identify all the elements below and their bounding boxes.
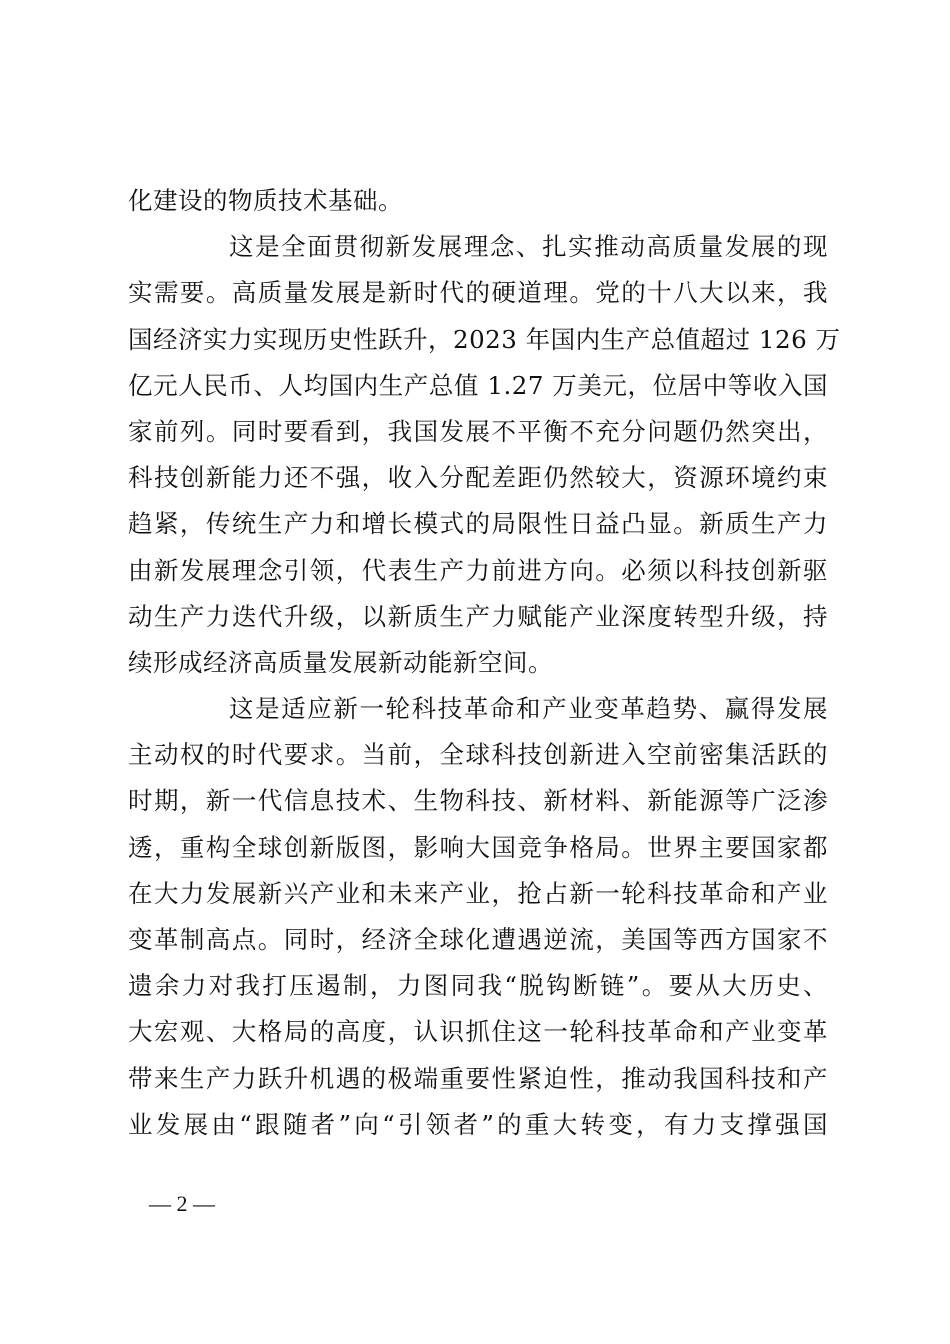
text-line: 业发展由“跟随者”向“引领者”的重大转变，有力支撑强国: [128, 1109, 828, 1139]
text-line: 亿元人民币、人均国内生产总值 1.27 万美元，位居中等收入国: [128, 370, 828, 400]
text-line: 趋紧，传统生产力和增长模式的局限性日益凸显。新质生产力: [128, 509, 828, 539]
paragraph-1: [128, 178, 828, 224]
text-line: 遗余力对我打压遏制，力图同我“脱钩断链”。要从大历史、: [128, 971, 828, 1001]
text-line: 透，重构全球创新版图，影响大国竞争格局。世界主要国家都: [128, 832, 828, 862]
text-line: 科技创新能力还不强，收入分配差距仍然较大，资源环境约束: [128, 463, 828, 493]
text-line: 大宏观、大格局的高度，认识抓住这一轮科技革命和产业变革: [128, 1017, 828, 1047]
page-number: — 2 —: [149, 1191, 215, 1216]
paragraph-3: [128, 686, 828, 1148]
paragraph-2: [128, 224, 841, 686]
text-line: 变革制高点。同时，经济全球化遭遇逆流，美国等西方国家不: [128, 925, 828, 954]
text-line: 由新发展理念引领，代表生产力前进方向。必须以科技创新驱: [128, 555, 828, 585]
text-line: 动生产力迭代升级，以新质生产力赋能产业深度转型升级，持: [128, 601, 828, 631]
text-line: 续形成经济高质量发展新动能新空间。: [128, 647, 553, 677]
text-line: 时期，新一代信息技术、生物科技、新材料、新能源等广泛渗: [128, 786, 828, 816]
text-line: 在大力发展新兴产业和未来产业，抢占新一轮科技革命和产业: [128, 878, 828, 908]
text-line: 带来生产力跃升机遇的极端重要性紧迫性，推动我国科技和产: [128, 1063, 828, 1093]
text-line: 实需要。高质量发展是新时代的硬道理。党的十八大以来，我: [128, 278, 828, 308]
body-text: [128, 178, 841, 1148]
text-line: 这是全面贯彻新发展理念、扎实推动高质量发展的现: [229, 232, 828, 262]
text-line: 家前列。同时要看到，我国发展不平衡不充分问题仍然突出，: [128, 416, 828, 446]
text-line: 这是适应新一轮科技革命和产业变革趋势、赢得发展: [229, 694, 828, 724]
text-line: 国经济实力实现历史性跃升，2023 年国内生产总值超过 126 万: [128, 324, 841, 354]
text-line: 主动权的时代要求。当前，全球科技创新进入空前密集活跃的: [128, 740, 828, 770]
text-line: 化建设的物质技术基础。: [128, 186, 403, 215]
